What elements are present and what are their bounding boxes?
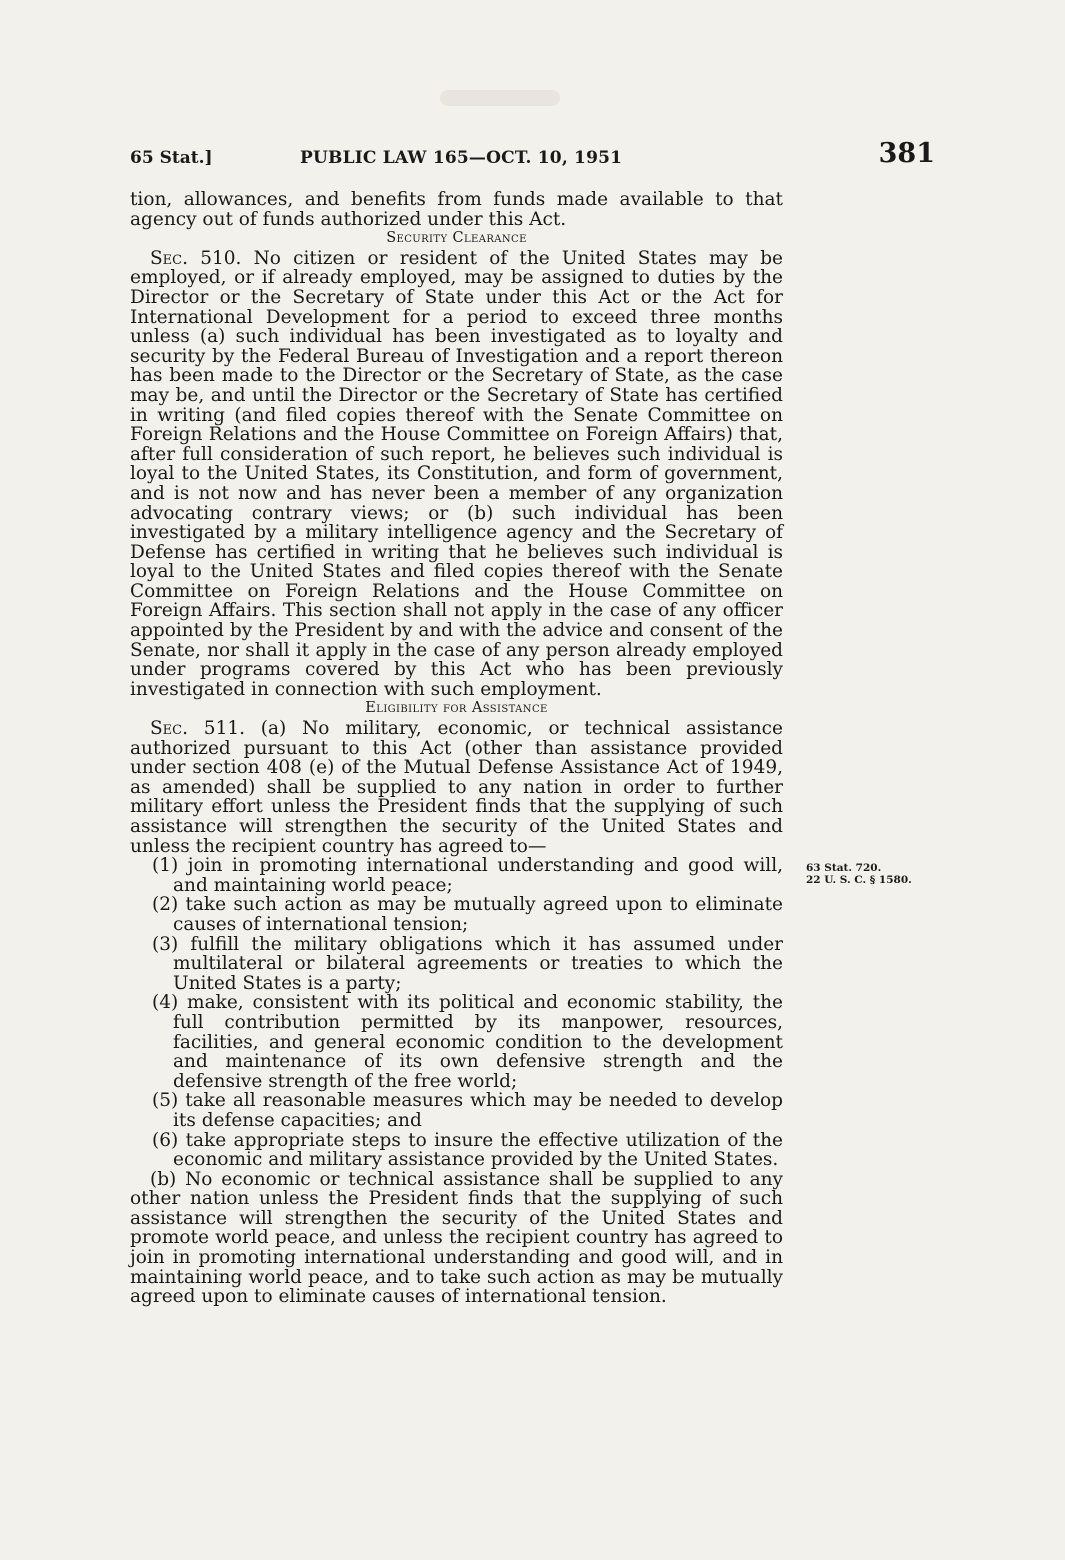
list-item: (1) join in promoting international understanding and good will, and maintaining world peace; [152,855,783,896]
section-heading-eligibility: Eligibility for Assistance [365,700,548,717]
bleed-through-mark [440,90,560,106]
section-511-paragraph [130,719,783,856]
section-510-text: 510. No citizen or resident of the United States may be employed, or if already employed, may be assigned to duties by the Director or the Secretary of State under this Act or the Act for International Development for a period to exceed three months unless (a) such individual has been investigated as to loyalty and security by the Federal Bureau of Investigation and a report thereon has been made to the Director or the Secretary of State, as the case may be, and until the Director or the Secretary of State has certified in writing (and filed copies thereof with the Senate Committee on Foreign Relations and the House Committee on Foreign Affairs) that, after full consideration of such report, he believes such individual is loyal to the United States, its Constitution, and form of government, and is not now and has never been a member of any organization advocating contrary views; or (b) such individual has been investigated by a military intelligence agency and the Secretary of Defense has certified in writing that he believes such individual is loyal to the United States and filed copies thereof with the Senate Committee on Foreign Relations and the House Committee on Foreign Affairs. This section shall not apply in the case of any officer appointed by the President by and with the advice and consent of the Senate, nor shall it apply in the case of any person already employed under programs covered by this Act who has been previously investigated in connection with such employment. [130,247,783,700]
list-item: (4) make, consistent with its political and economic stability, the full contribution permitted by its manpower, resources, facilities, and general economic condition to the development and maintenance of its own defensive strength and the defensive strength of the free world; [152,992,783,1092]
margin-citation-line: 63 Stat. 720. [806,862,882,874]
section-511-text: 511. (a) No military, economic, or technical assistance authorized pursuant to this Act (other than assistance provided under section 408 (e) of the Mutual Defense Assistance Act of 1949, as amended) shall be supplied to any nation in order to further military effort unless the President finds that the supplying of such assistance will strengthen the security of the United States and unless the recipient country has agreed to— [130,718,783,857]
section-label: Sec. [150,247,188,269]
statute-volume: 65 Stat.] [130,148,213,168]
list-item: (6) take appropriate steps to insure the effective utilization of the economic and military assistance provided by the United States. [152,1129,783,1171]
law-title: PUBLIC LAW 165—OCT. 10, 1951 [300,148,623,168]
body-text [130,190,783,1307]
list-item: (2) take such action as may be mutually agreed upon to eliminate causes of international tension; [152,894,783,935]
running-head [130,138,935,180]
section-label: Sec. [150,718,188,740]
section-510-paragraph [130,249,783,700]
margin-citation [806,862,936,886]
margin-citation-line: 22 U. S. C. § 1580. [806,874,912,886]
section-heading-security-clearance: Security Clearance [386,230,527,247]
list-item: (3) fulfill the military obligations which it has assumed under multilateral or bilateral agreements or treaties to which the United States is a party; [152,933,783,994]
page-number: 381 [878,138,935,169]
list-item: (5) take all reasonable measures which may be needed to develop its defense capacities; and [152,1090,783,1131]
carryover-paragraph: tion, allowances, and benefits from funds made available to that agency out of funds authorized under this Act. [130,189,783,230]
section-511-b-paragraph: (b) No economic or technical assistance shall be supplied to any other nation unless the President finds that the supplying of such assistance will strengthen the security of the United States and promote world peace, and unless the recipient country has agreed to join in promoting international understanding and good will, and in maintaining world peace, and to take such action as may be mutually agreed upon to eliminate causes of international tension. [130,1168,783,1308]
